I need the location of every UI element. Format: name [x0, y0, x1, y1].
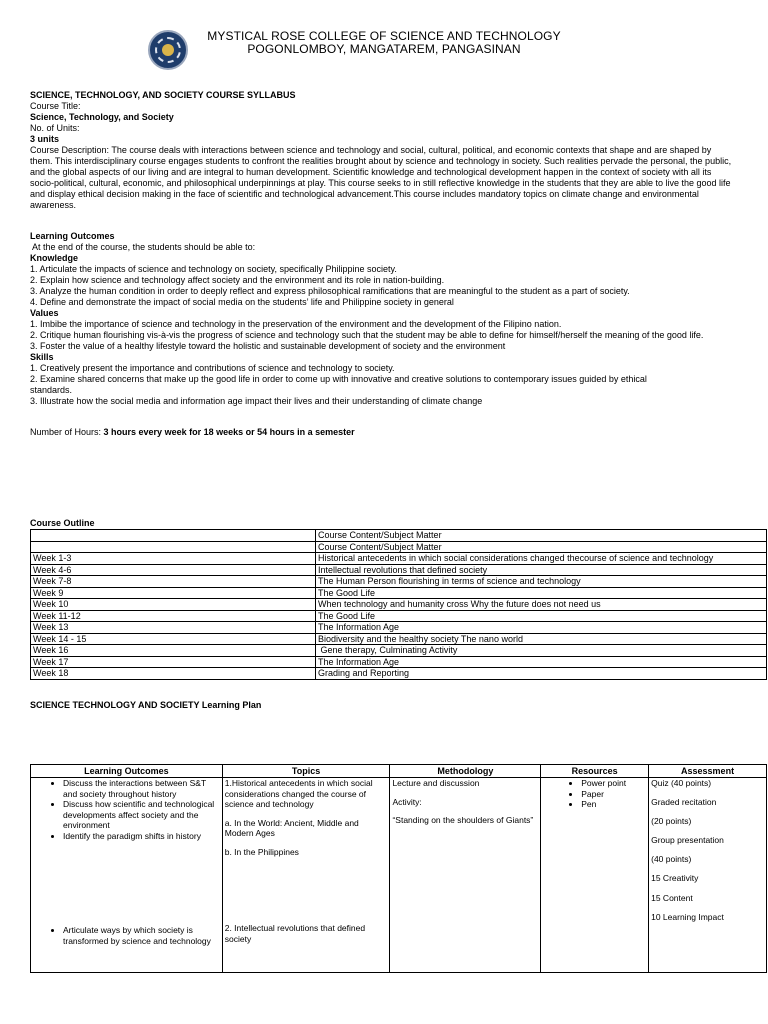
content-cell: The Human Person flourishing in terms of science and technology — [316, 576, 767, 588]
assessment-item: 15 Content — [651, 892, 693, 903]
week-cell: Week 17 — [31, 656, 316, 668]
outcomes-cell — [31, 778, 223, 973]
course-description: Course Description: The course deals with interactions between science and technology and social, cultural, political, and economic contexts that shape and are shaped by them. This interdisciplinary course engages students to confront the realities brought about by science and technology in society. Such realities pervade the personal, the public, and the global aspects of our living and are integral to human development. Scientific knowledge and technological development happen in the context of society with all its socio-political, cultural, economic, and philosophical underpinnings at play. This course seeks to in still reflective knowledge in the students that they are able to live the good life and display ethical decision making in the face of scientific and technological advancement.This course includes mandatory topics on climate change and environmental awareness. — [30, 145, 732, 210]
values-label: Values — [30, 308, 59, 318]
week-cell: Week 10 — [31, 599, 316, 611]
learning-plan-table — [30, 764, 767, 973]
learning-outcomes-intro: At the end of the course, the students should be able to: — [30, 242, 256, 252]
content-cell: Grading and Reporting — [316, 668, 767, 680]
table-row — [31, 633, 767, 645]
content-cell: The Good Life — [316, 587, 767, 599]
skills-item: 3. Illustrate how the social media and information age impact their lives and their understanding of climate change — [30, 396, 483, 406]
school-header — [150, 30, 618, 56]
content-cell: Course Content/Subject Matter — [316, 541, 767, 553]
assessment-item: Quiz (40 points) — [651, 778, 712, 788]
table-row — [31, 668, 767, 680]
hours-label: Number of Hours: — [30, 427, 104, 437]
course-outline-heading: Course Outline — [30, 518, 95, 528]
assessment-cell — [649, 778, 767, 973]
syllabus-heading: SCIENCE, TECHNOLOGY, AND SOCIETY COURSE SYLLABUS — [30, 90, 296, 100]
skills-item: 2. Examine shared concerns that make up the good life in order to come up with innovative and creative solutions to contemporary issues guided by ethical standards. — [30, 374, 647, 395]
week-cell — [31, 541, 316, 553]
topics-cell — [222, 778, 390, 973]
list-item: • Power point — [581, 778, 646, 789]
table-row — [31, 576, 767, 588]
skills-label: Skills — [30, 352, 54, 362]
syllabus-body — [30, 90, 736, 711]
units-label: No. of Units: — [30, 123, 80, 133]
hours-line — [30, 427, 736, 438]
values-item: 1. Imbibe the importance of science and technology in the preservation of the environment and the development of the Filipino nation. — [30, 319, 562, 329]
assessment-item: Group presentation — [651, 835, 724, 846]
content-cell: Intellectual revolutions that defined society — [316, 564, 767, 576]
course-title-label: Course Title: — [30, 101, 81, 111]
week-cell: Week 4-6 — [31, 564, 316, 576]
week-cell: Week 13 — [31, 622, 316, 634]
column-header: Topics — [222, 765, 390, 778]
content-cell: Gene therapy, Culminating Activity — [316, 645, 767, 657]
values-item: 3. Foster the value of a healthy lifestyle toward the holistic and sustainable development of society and the environment — [30, 341, 506, 351]
learning-outcomes-heading: Learning Outcomes — [30, 231, 115, 241]
resources-cell — [541, 778, 649, 973]
table-row — [31, 587, 767, 599]
week-cell: Week 1-3 — [31, 553, 316, 565]
content-cell: The Information Age — [316, 656, 767, 668]
content-cell: Historical antecedents in which social considerations changed thecourse of science and technology — [316, 553, 767, 565]
week-cell: Week 11-12 — [31, 610, 316, 622]
table-row — [31, 530, 767, 542]
course-outline-table — [30, 529, 767, 680]
assessment-item: Graded recitation — [651, 797, 717, 808]
week-cell: Week 14 - 15 — [31, 633, 316, 645]
topic-item: b. In the Philippines — [224, 846, 299, 857]
list-item: • Identify the paradigm shifts in history — [63, 831, 220, 842]
methodology-item: Activity: — [392, 796, 422, 807]
assessment-item: 10 Learning Impact — [651, 911, 724, 922]
list-item: • Discuss how scientific and technological developments affect society and the environment — [63, 799, 220, 831]
school-address: POGONLOMBOY, MANGATAREM, PANGASINAN — [247, 42, 521, 56]
list-item: • Pen — [581, 799, 646, 810]
column-header: Resources — [541, 765, 649, 778]
topic-item: a. In the World: Ancient, Middle and Modern Ages — [224, 817, 359, 838]
topic-item: 2. Intellectual revolutions that defined society — [224, 923, 366, 944]
school-name: MYSTICAL ROSE COLLEGE OF SCIENCE AND TECHNOLOGY — [207, 29, 561, 43]
knowledge-item: 2. Explain how science and technology affect society and the environment and its role in nation-building. — [30, 275, 445, 285]
week-cell: Week 16 — [31, 645, 316, 657]
knowledge-label: Knowledge — [30, 253, 79, 263]
table-row — [31, 622, 767, 634]
table-row — [31, 656, 767, 668]
content-cell: Course Content/Subject Matter — [316, 530, 767, 542]
knowledge-item: 3. Analyze the human condition in order to deeply reflect and express philosophical ramifications that are meaningful to the student as a part of society. — [30, 286, 630, 296]
column-header: Methodology — [390, 765, 541, 778]
methodology-item: “Standing on the shoulders of Giants” — [392, 815, 534, 825]
assessment-item: 15 Creativity — [651, 873, 699, 884]
content-cell: When technology and humanity cross Why the future does not need us — [316, 599, 767, 611]
column-header: Assessment — [649, 765, 767, 778]
hours-value: 3 hours every week for 18 weeks or 54 hours in a semester — [103, 427, 355, 437]
knowledge-item: 4. Define and demonstrate the impact of social media on the students’ life and Philippine society in general — [30, 297, 454, 307]
assessment-item: (40 points) — [651, 854, 692, 865]
table-row — [31, 564, 767, 576]
column-header: Learning Outcomes — [31, 765, 223, 778]
table-header-row — [31, 765, 767, 778]
table-row — [31, 645, 767, 657]
topic-item: 1.Historical antecedents in which social considerations changed the course of science and technology — [224, 778, 373, 809]
table-row — [31, 610, 767, 622]
list-item: • Articulate ways by which society is transformed by science and technology — [63, 925, 220, 946]
week-cell: Week 9 — [31, 587, 316, 599]
table-row — [31, 778, 767, 973]
list-item: • Paper — [581, 789, 646, 800]
methodology-cell — [390, 778, 541, 973]
values-item: 2. Critique human flourishing vis-à-vis the progress of science and technology such that the student may be able to define for himself/herself the meaning of the good life. — [30, 330, 704, 340]
table-row — [31, 599, 767, 611]
methodology-item: Lecture and discussion — [392, 778, 480, 788]
learning-plan-heading: SCIENCE TECHNOLOGY AND SOCIETY Learning Plan — [30, 699, 262, 710]
assessment-item: (20 points) — [651, 816, 692, 827]
knowledge-item: 1. Articulate the impacts of science and technology on society, specifically Philippine society. — [30, 264, 397, 274]
units-value: 3 units — [30, 134, 60, 144]
list-item: • Discuss the interactions between S&T and society throughout history — [63, 778, 220, 799]
course-title: Science, Technology, and Society — [30, 112, 174, 122]
skills-item: 1. Creatively present the importance and contributions of science and technology to society. — [30, 363, 395, 373]
table-row — [31, 553, 767, 565]
week-cell: Week 18 — [31, 668, 316, 680]
week-cell — [31, 530, 316, 542]
content-cell: The Information Age — [316, 622, 767, 634]
week-cell: Week 7-8 — [31, 576, 316, 588]
content-cell: The Good Life — [316, 610, 767, 622]
content-cell: Biodiversity and the healthy society The nano world — [316, 633, 767, 645]
table-row — [31, 541, 767, 553]
